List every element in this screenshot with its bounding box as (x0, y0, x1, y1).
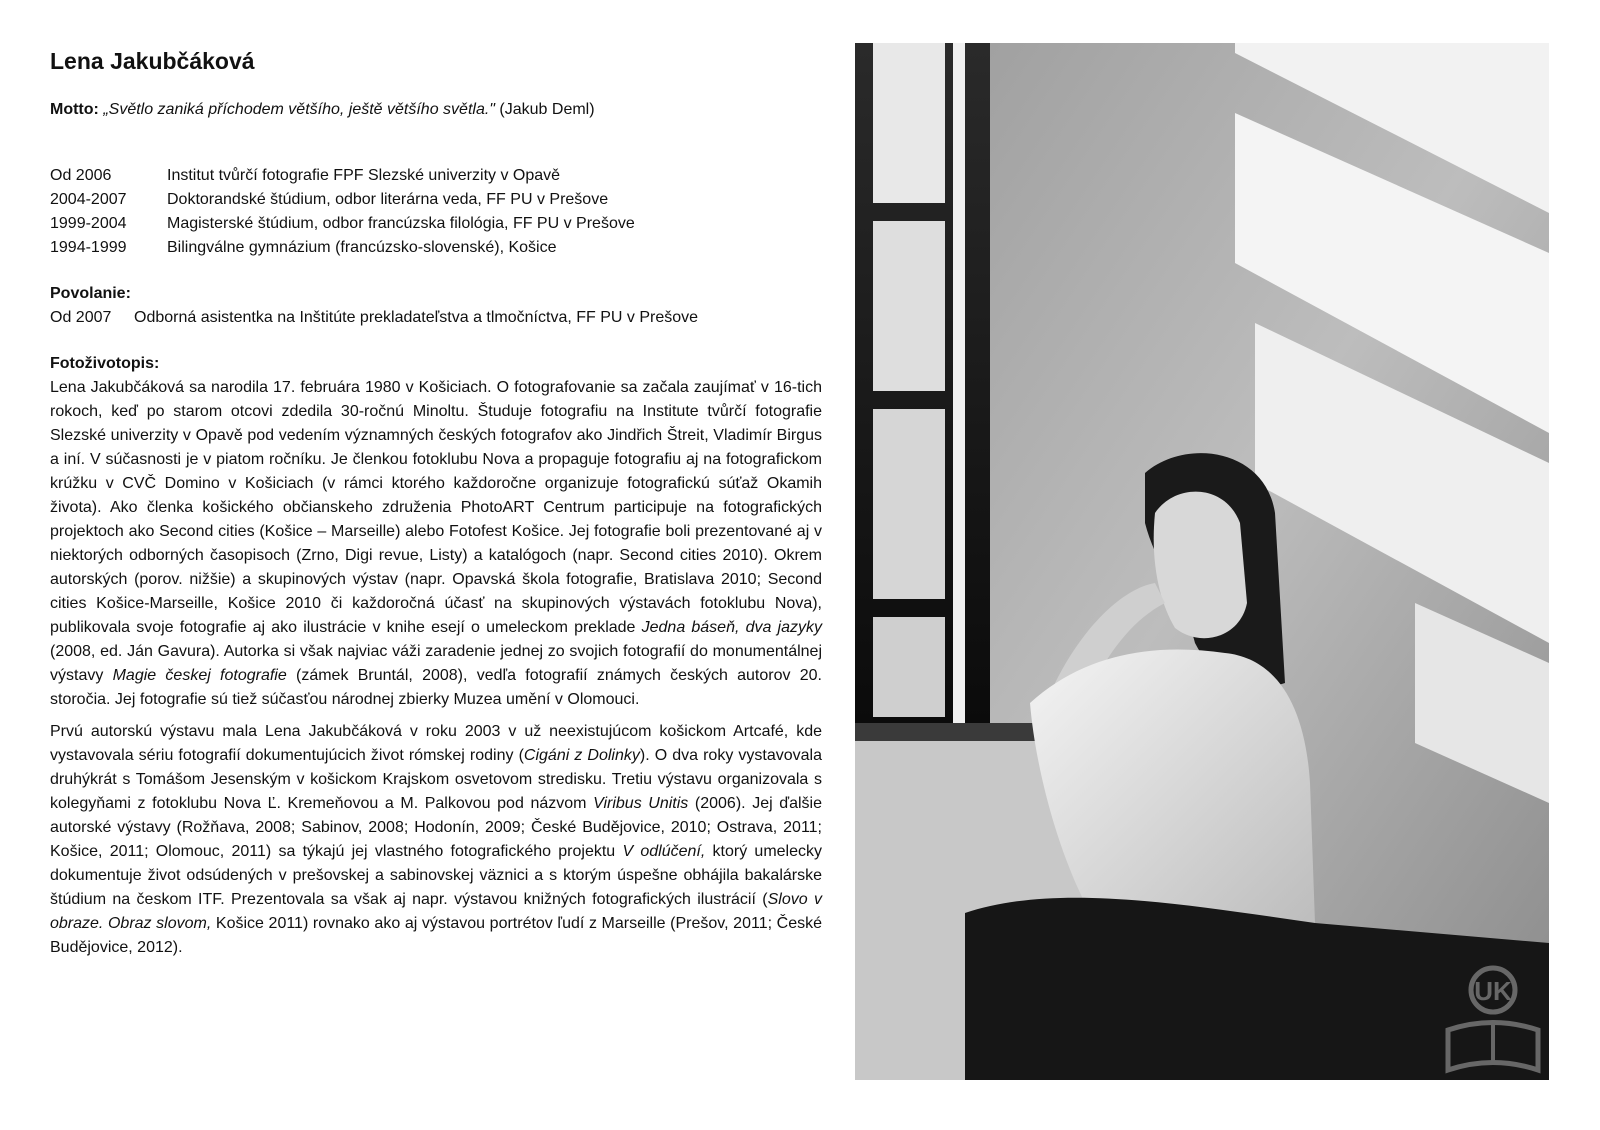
portrait-photo-illustration (855, 43, 1549, 1080)
occupation-heading: Povolanie: (50, 285, 131, 302)
education-list (50, 164, 822, 260)
text-column (50, 38, 822, 960)
occupation-years: Od 2007 (50, 309, 112, 326)
education-text: Institut tvůrčí fotografie FPF Slezské univerzity v Opavě (167, 167, 561, 184)
bio-heading: Fotoživotopis: (50, 355, 160, 372)
bio-text: ktorý umelecky dokumentuje život odsúdených v prešovskej a sabinovskej väznici a s ktorým úspešne obhájila bakalárske štúdium na českom ITF. Prezentovala sa však aj napr. výstavou knižných fotografických ilustrácií ( (50, 843, 823, 908)
education-text: Bilingválne gymnázium (francúzsko-slovenské), Košice (167, 239, 557, 256)
project-title: V odlúčení, (622, 843, 706, 860)
bio-text: Lena Jakubčáková sa narodila 17. februára 1980 v Košiciach. O fotografovanie sa začala zaujímať v 16-tich rokoch, keď po starom otcovi zdedila 30-ročnú Minoltu. Študuje fotografiu na Institute tvůrčí fotografie Slezské univerzity v Opavě pod vedením významných českých fotografov ako Jindřich Štreit, Vladimír Birgus a iní. V súčasnosti je v piatom ročníku. Je členkou fotoklubu Nova a propaguje fotografiu aj na fotografickom krúžku v CVČ Domino v Košiciach (v rámci ktorého každoročne organizuje fotografickú súťaž Okamih života). Ako členka košického občianskeho združenia PhotoART Centrum participuje na fotografických projektoch ako Second cities (Košice – Marseille) alebo Fotofest Košice. Jej fotografie boli prezentované aj v niektorých odborných časopisoch (Zrno, Digi revue, Listy) a katalógoch (napr. Second cities 2010). Okrem autorských (porov. nižšie) a skupinových výstav (napr. Opavská škola fotografie, Bratislava 2010; Second cities Košice-Marseille, Košice 2010 či každoročná účasť na skupinových výstavách fotoklubu Nova), publikovala svoje fotografie aj ako ilustrácie v knihe esejí o umeleckom preklade (50, 379, 822, 636)
education-text: Magisterské štúdium, odbor francúzska filológia, FF PU v Prešove (167, 215, 635, 232)
library-logo-icon (1438, 960, 1548, 1080)
bio-paragraph-1 (50, 376, 822, 712)
series-title: Cigáni z Dolinky (523, 747, 640, 764)
motto (50, 98, 822, 122)
bio-text: Prvú autorskú výstavu mala Lena Jakubčáková v roku 2003 v už neexistujúcom košickom Artcafé, kde vystavovala sériu fotografií dokumentujúcich život rómskej rodiny ( (50, 723, 822, 764)
motto-label: Motto: (50, 101, 99, 118)
motto-quote: „Světlo zaniká příchodem většího, ještě většího světla." (103, 101, 495, 118)
logo-text: UK (1474, 976, 1512, 1006)
bio-text: (zámek Bruntál, 2008), vedľa fotografií známych českých autorov 20. storočia. Jej fotografie sú tiež súčasťou národnej zbierky Muzea umění v Olomouci. (50, 667, 822, 708)
occupation-row (50, 306, 822, 330)
education-row (50, 236, 822, 260)
education-row (50, 188, 822, 212)
education-years: 1994-1999 (50, 239, 127, 256)
education-row (50, 164, 822, 188)
book-title: Jedna báseň, dva jazyky (641, 619, 823, 636)
book-title: Slovo v obraze. Obraz slovom, (50, 891, 823, 932)
education-years: 2004-2007 (50, 191, 127, 208)
exhibition-title: Magie českej fotografie (112, 667, 287, 684)
education-years: 1999-2004 (50, 215, 127, 232)
portrait-photo (855, 43, 1549, 1080)
education-row (50, 212, 822, 236)
education-years: Od 2006 (50, 167, 112, 184)
bio-text: Košice 2011) rovnako ako aj výstavou portrétov ľudí z Marseille (Prešov, 2011; České Budějovice, 2012). (50, 915, 822, 956)
page-title: Lena Jakubčáková (50, 48, 255, 74)
bio-text: (2008, ed. Ján Gavura). Autorka si však najviac váži zaradenie jednej zo svojich fotografií do monumentálnej výstavy (50, 643, 822, 684)
bio-text: (2006). Jej ďalšie autorské výstavy (Rožňava, 2008; Sabinov, 2008; Hodonín, 2009; České Budějovice, 2010; Ostrava, 2011; Košice, 2011; Olomouc, 2011) sa týkajú jej vlastného fotografického projektu (50, 795, 822, 860)
bio-text: ). O dva roky vystavovala druhýkrát s Tomášom Jesenským v košickom Krajskom osvetovom stredisku. Tretiu výstavu organizovala s kolegyňami z fotoklubu Nova Ľ. Kremeňovou a M. Palkovou pod názvom (50, 747, 822, 812)
education-text: Doktorandské štúdium, odbor literárna veda, FF PU v Prešove (167, 191, 609, 208)
motto-author: (Jakub Deml) (499, 101, 595, 118)
bio-paragraph-2 (50, 720, 822, 960)
exhibition-title: Viribus Unitis (593, 795, 689, 812)
occupation-text: Odborná asistentka na Inštitúte prekladateľstva a tlmočníctva, FF PU v Prešove (134, 309, 699, 326)
